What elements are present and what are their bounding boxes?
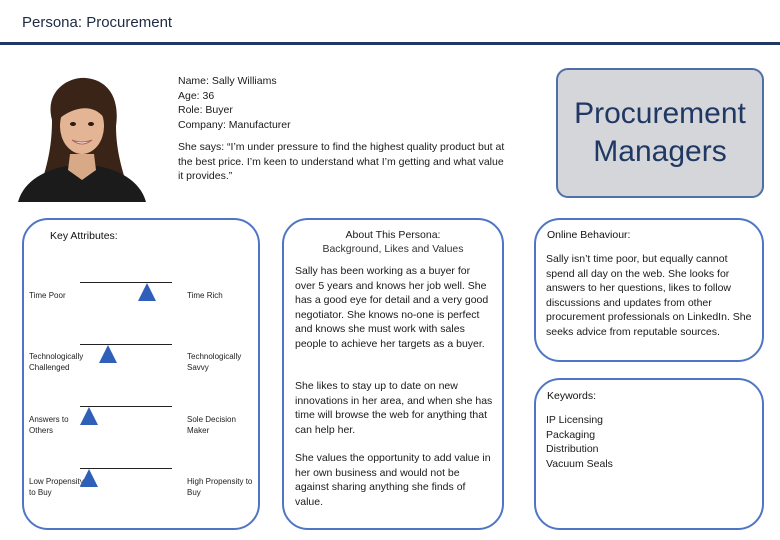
scale-marker bbox=[80, 407, 98, 425]
scale-marker bbox=[99, 345, 117, 363]
scale-marker bbox=[80, 469, 98, 487]
persona-role: Role: Buyer bbox=[178, 104, 233, 116]
profile-details bbox=[178, 74, 508, 132]
online-behaviour-title: Online Behaviour: bbox=[547, 229, 631, 241]
keywords-title: Keywords: bbox=[547, 390, 597, 402]
about-paragraph: She likes to stay up to date on new innovations in her area, and when she has time will browse the web for anything that can help her. bbox=[295, 380, 493, 436]
scale-right-label: High Propensity to Buy bbox=[187, 477, 253, 497]
about-subtitle: Background, Likes and Values bbox=[322, 243, 464, 255]
page-title: Persona: Procurement bbox=[22, 14, 173, 31]
scale-left-label: Low Propensity to Buy bbox=[29, 477, 84, 497]
keyword-item: Distribution bbox=[546, 443, 599, 455]
keyword-item: Packaging bbox=[546, 428, 596, 441]
online-behaviour-text: Sally isn’t time poor, but equally cannot spend all day on the web. She looks for answers to her questions, likes to follow discussions and updates from other procurement professionals on LinkedIn. She seeks advice from reputable sources. bbox=[546, 253, 752, 338]
about-title: About This Persona: bbox=[345, 229, 441, 241]
keyword-item: Vacuum Seals bbox=[546, 457, 613, 470]
persona-photo bbox=[12, 70, 152, 202]
keyword-item: IP Licensing bbox=[546, 414, 604, 426]
scale-right-label: Time Rich bbox=[187, 291, 223, 300]
key-attributes-title: Key Attributes: bbox=[50, 230, 118, 242]
scale-right-label: Technologically Savvy bbox=[187, 352, 242, 372]
persona-quote: She says: “I’m under pressure to find the highest quality product but at the best price. I’m keen to understand what I’m getting and what value it provides.” bbox=[178, 141, 505, 182]
scale-line bbox=[80, 282, 172, 283]
persona-age: Age: 36 bbox=[178, 89, 215, 102]
scale-right-label: Sole Decision Maker bbox=[187, 415, 236, 435]
page-header bbox=[0, 0, 780, 46]
segment-line-1: Procurement bbox=[574, 97, 746, 130]
scale-line bbox=[80, 344, 172, 345]
segment-line-2: Managers bbox=[593, 135, 727, 168]
persona-company: Company: Manufacturer bbox=[178, 118, 291, 131]
segment-box bbox=[556, 68, 764, 198]
keywords-list bbox=[546, 413, 613, 471]
about-paragraph: Sally has been working as a buyer for over 5 years and knows her job well. She has a good eye for detail and a very good negotiator. She knows no-one is perfect and knows she must work with sales people to achieve her targets as a buyer. bbox=[295, 265, 489, 350]
scale-left-label: Technologically Challenged bbox=[29, 352, 84, 372]
about-paragraph: She values the opportunity to add value in her own business and would not be against sharing anything she finds of value. bbox=[295, 452, 491, 508]
scale-left-label: Answers to Others bbox=[29, 415, 69, 435]
header-divider bbox=[0, 42, 780, 45]
scale-marker bbox=[138, 283, 156, 301]
persona-name: Name: Sally Williams bbox=[178, 75, 277, 87]
scale-left-label: Time Poor bbox=[29, 291, 66, 300]
